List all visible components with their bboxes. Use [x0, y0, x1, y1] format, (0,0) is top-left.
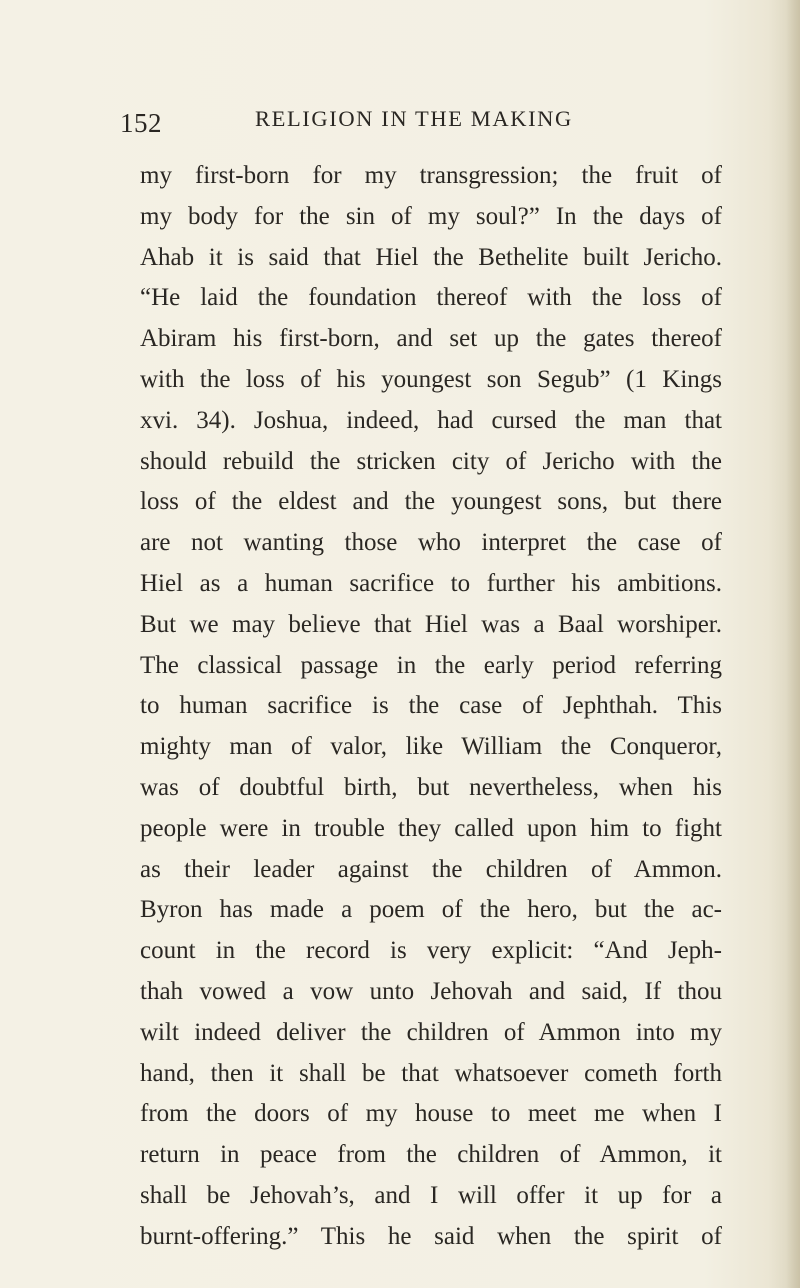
page-edge-shadow: [786, 0, 800, 1288]
text-line: thah vowed a vow unto Jehovah and said, If thou: [140, 977, 722, 1005]
text-line: Abiram his first-born, and set up the gates thereof: [140, 325, 722, 353]
text-line: “He laid the foundation thereof with the loss of: [140, 284, 722, 312]
body-text: [140, 156, 722, 1258]
text-line: was of doubtful birth, but nevertheless, when his: [140, 773, 722, 801]
page-number: 152: [120, 108, 162, 138]
text-line: with the loss of his youngest son Segub” (1 Kings: [140, 365, 722, 393]
text-line: mighty man of valor, like William the Conqueror,: [140, 733, 722, 761]
text-line: to human sacrifice is the case of Jephthah. This: [140, 692, 722, 720]
text-line: burnt-offering.” This he said when the spirit of: [140, 1222, 722, 1250]
text-line: shall be Jehovah’s, and I will offer it up for a: [140, 1181, 722, 1209]
text-line: as their leader against the children of Ammon.: [140, 855, 722, 883]
text-line: people were in trouble they called upon him to fight: [140, 814, 722, 842]
text-line: xvi. 34). Joshua, indeed, had cursed the man that: [140, 406, 722, 434]
running-head: [120, 104, 720, 136]
text-line: Byron has made a poem of the hero, but the ac-: [140, 896, 722, 924]
text-line: wilt indeed deliver the children of Ammon into my: [140, 1018, 722, 1046]
text-line: loss of the eldest and the youngest sons, but there: [140, 488, 722, 516]
running-head-title: RELIGION IN THE MAKING: [255, 106, 573, 131]
text-line: from the doors of my house to meet me when I: [140, 1100, 722, 1128]
text-line: should rebuild the stricken city of Jericho with the: [140, 447, 722, 475]
text-line: my first-born for my transgression; the fruit of: [140, 162, 722, 189]
text-line: The classical passage in the early period referring: [140, 651, 722, 679]
text-line: Ahab it is said that Hiel the Bethelite built Jericho.: [140, 243, 722, 271]
text-line: return in peace from the children of Ammon, it: [140, 1141, 722, 1169]
text-line: hand, then it shall be that whatsoever cometh forth: [140, 1059, 722, 1087]
text-line: count in the record is very explicit: “And Jeph-: [140, 937, 722, 965]
text-line: are not wanting those who interpret the case of: [140, 529, 722, 557]
text-line: Hiel as a human sacrifice to further his ambitions.: [140, 569, 722, 597]
text-line: my body for the sin of my soul?” In the days of: [140, 202, 722, 230]
text-line: But we may believe that Hiel was a Baal worshiper.: [140, 610, 722, 638]
